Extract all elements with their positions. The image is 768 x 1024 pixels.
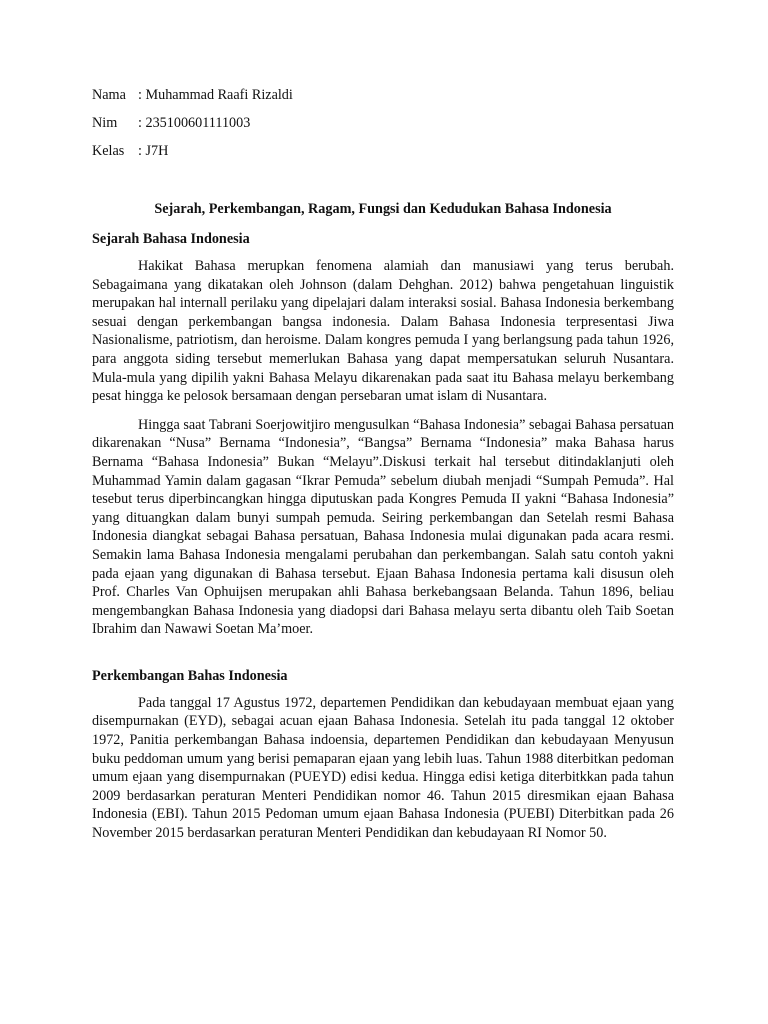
identity-label: Nim (92, 115, 118, 131)
paragraph: Pada tanggal 17 Agustus 1972, departemen Pendidikan dan kebudayaan membuat ejaan yang disempurnakan (EYD), sebagai acuan ejaan Bahasa Indonesia. Setelah itu pada tanggal 12 oktober 1972, Panitia perkembangan Bahasa indoensia, departemen Pendidikan dan kebudayaan Menyusun buku peddoman umum yang berisi pemaparan ejaan yang lebih luas. Tahun 1988 diterbitkan pedoman umum ejaan yang disempurnakan (PUEYD) edisi kedua. Hingga edisi ketiga diterbitkkan pada tahun 2009 berdasarkan peraturan Menteri Pendidikan nomor 46. Tahun 2015 diresmikan ejaan Bahasa Indonesia (EBI). Tahun 2015 Pedoman umum ejaan Bahasa Indonesia (PUEBI) Diterbitkan pada 26 November 2015 berdasarkan peraturan Menteri Pendidikan dan kebudayaan RI Nomor 50. (92, 694, 674, 842)
paragraph: Hingga saat Tabrani Soerjowitjiro mengusulkan “Bahasa Indonesia” sebagai Bahasa persatuan dikarenakan “Nusa” Bernama “Indonesia”, “Bangsa” Bernama “Indonesia” maka Bahasa harus Bernama “Bahasa Indonesia” Bukan “Melayu”.Diskusi terkait hal tersebut ditindaklanjuti oleh Muhammad Yamin dalam gagasan “Ikrar Pemuda” sebelum diubah menjadi “Sumpah Pemuda”. Hal tesebut terus diperbincangkan hingga diputuskan pada Kongres Pemuda II yakni “Bahasa Indonesia” yang dituangkan dalam bunyi sumpah pemuda. Seiring perkembangan dan Setelah resmi Bahasa Indonesia diangkat sebagai Bahasa persatuan, Bahasa Indonesia mulai digunakan pada acara resmi. Semakin lama Bahasa Indonesia mengalami perubahan dan perkembangan. Salah satu contoh yakni pada ejaan yang digunakan di Bahasa tersebut. Ejaan Bahasa Indonesia pertama kali disusun oleh Prof. Charles Van Ophuijsen merupakan ahli Bahasa berkebangsaan Belanda. Tahun 1896, beliau mengembangkan Bahasa Indonesia yang diadopsi dari Bahasa melayu serta dibantu oleh Taib Soetan Ibrahim dan Nawawi Soetan Ma’moer. (92, 416, 674, 638)
identity-row-kelas (92, 140, 674, 168)
identity-label: Kelas (92, 143, 125, 159)
document-title: Sejarah, Perkembangan, Ragam, Fungsi dan Kedudukan Bahasa Indonesia (154, 201, 612, 217)
section-heading-perkembangan: Perkembangan Bahas Indonesia (92, 667, 288, 684)
identity-row-nim (92, 112, 674, 140)
identity-block (92, 84, 674, 168)
document-page (92, 84, 674, 843)
identity-label: Nama (92, 87, 126, 103)
identity-row-name (92, 84, 674, 112)
paragraph: Hakikat Bahasa merupkan fenomena alamiah dan manusiawi yang terus berubah. Sebagaimana yang dikatakan oleh Johnson (dalam Dehghan. 2012) bahwa pengetahuan linguistik merupakan hal internall perilaku yang dipelajari dalam interaksi sosial. Bahasa Indonesia berkembang sesuai dengan perkembangan bangsa indonesia. Dalam Bahasa Indonesia terpresentasi Jiwa Nasionalisme, patriotism, dan heroisme. Dalam kongres pemuda I yang berlangsung pada tahun 1926, para anggota siding tersebut memerlukan Bahasa yang dapat mempersatukan seluruh Nusantara. Mula-mula yang dipilih yakni Bahasa Melayu dikarenakan pada saat itu Bahasa melayu berkembang pesat hingga ke pelosok bersamaan dengan persebaran umat islam di Nusantara. (92, 258, 674, 405)
section-heading-sejarah: Sejarah Bahasa Indonesia (92, 231, 250, 247)
identity-value: : J7H (138, 143, 169, 159)
identity-value: : 235100601111003 (138, 115, 251, 131)
identity-value: : Muhammad Raafi Rizaldi (138, 87, 293, 103)
